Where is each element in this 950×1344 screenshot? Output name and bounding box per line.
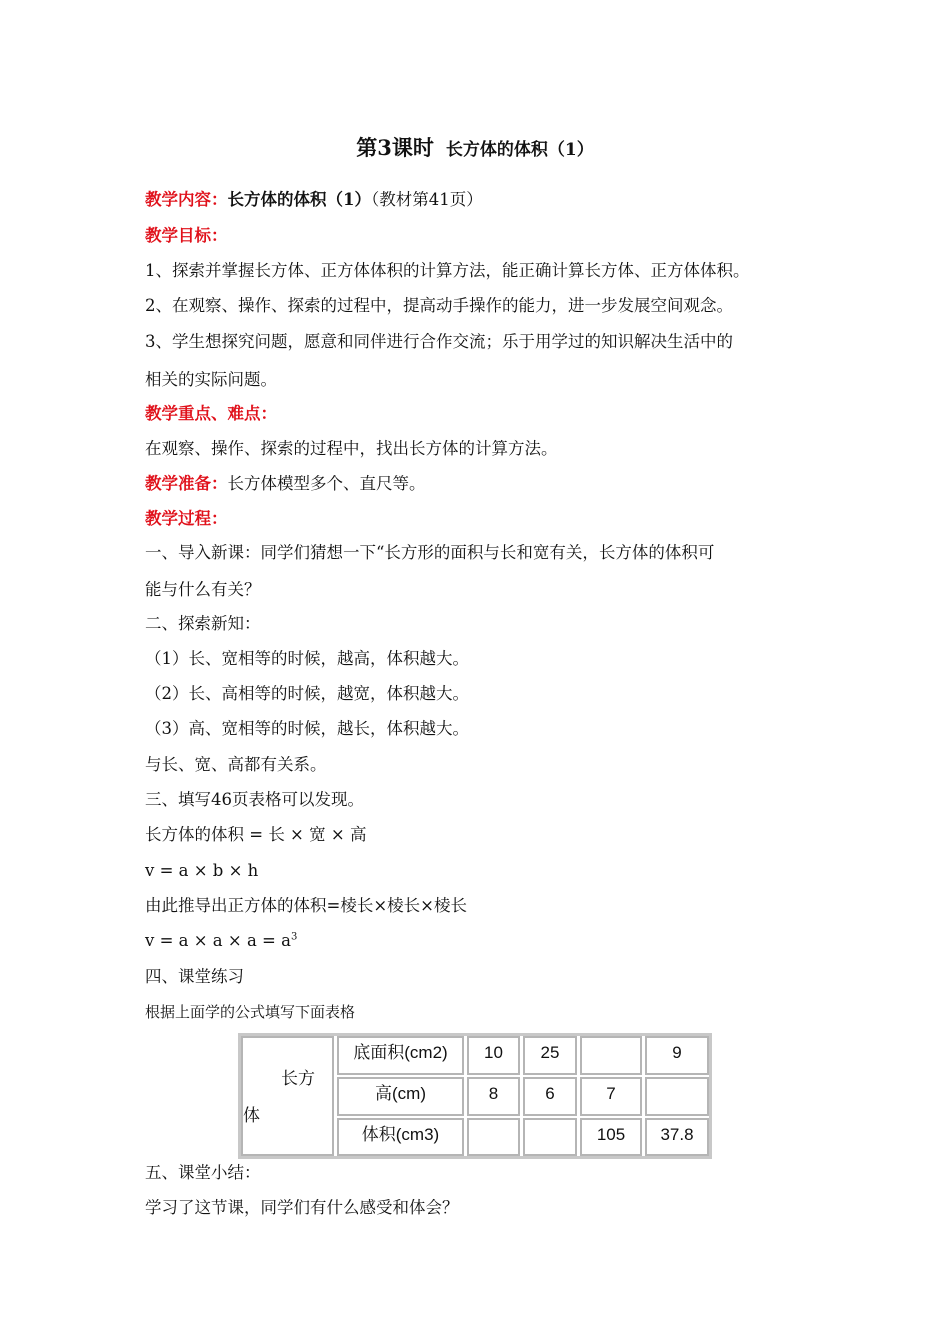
title-main: 第3课时	[356, 135, 434, 160]
table-cell	[523, 1118, 577, 1156]
content-line	[145, 188, 483, 212]
content-topic: 长方体的体积（1）	[227, 190, 371, 209]
row-header-a: 长方	[281, 1069, 315, 1088]
table-row-label: 高(cm)	[337, 1077, 464, 1116]
table-cell: 6	[523, 1077, 577, 1116]
table-cell: 37.8	[645, 1118, 709, 1156]
summary-heading: 五、课堂小结：	[145, 1163, 261, 1182]
goals-label: 教学目标：	[145, 226, 228, 245]
table-cell	[580, 1036, 642, 1075]
process-line-7: 与长、宽、高都有关系。	[145, 755, 327, 774]
prep-text: 长方体模型多个、直尺等。	[227, 474, 426, 493]
table-cell: 9	[645, 1036, 709, 1075]
prep-line	[145, 472, 426, 496]
volume-formula: 长方体的体积 = 长 × 宽 × 高	[145, 825, 367, 844]
practice-table	[238, 1033, 712, 1159]
goal-item-3: 3、学生想探究问题，愿意和同伴进行合作交流；乐于用学过的知识解决生活中的	[145, 332, 733, 351]
page-title	[0, 133, 950, 165]
cube-formula	[145, 929, 297, 953]
practice-heading: 四、课堂练习	[145, 967, 244, 986]
goal-item-1: 1、探索并掌握长方体、正方体体积的计算方法，能正确计算长方体、正方体体积。	[145, 261, 750, 280]
table-cell	[467, 1118, 520, 1156]
row-header-b: 体	[243, 1106, 260, 1125]
prep-label: 教学准备：	[145, 474, 228, 493]
table-cell	[645, 1077, 709, 1116]
table-cell: 10	[467, 1036, 520, 1075]
practice-note: 根据上面学的公式填写下面表格	[145, 1003, 356, 1021]
cube-formula-text: v = a × a × a = a	[145, 931, 291, 950]
table-cell: 7	[580, 1077, 642, 1116]
key-label: 教学重点、难点：	[145, 404, 277, 423]
content-ref: （教材第41页）	[370, 190, 483, 209]
key-text: 在观察、操作、探索的过程中，找出长方体的计算方法。	[145, 439, 558, 458]
goal-item-2: 2、在观察、操作、探索的过程中，提高动手操作的能力，进一步发展空间观念。	[145, 296, 733, 315]
process-line-5: （2）长、高相等的时候，越宽，体积越大。	[145, 684, 469, 703]
process-line-1: 一、导入新课：同学们猜想一下“长方形的面积与长和宽有关，长方体的体积可	[145, 543, 715, 562]
goal-item-3-cont: 相关的实际问题。	[145, 370, 277, 389]
process-line-4: （1）长、宽相等的时候，越高，体积越大。	[145, 649, 469, 668]
process-line-2: 能与什么有关？	[145, 580, 261, 599]
table-cell: 25	[523, 1036, 577, 1075]
content-label: 教学内容：	[145, 190, 228, 209]
process-line-6: （3）高、宽相等的时候，越长，体积越大。	[145, 719, 469, 738]
cube-derivation: 由此推导出正方体的体积=棱长×棱长×棱长	[145, 896, 467, 915]
table-cell: 105	[580, 1118, 642, 1156]
row-header-cell	[241, 1036, 334, 1156]
cube-formula-exponent: 3	[290, 931, 298, 943]
process-label: 教学过程：	[145, 509, 228, 528]
process-line-8: 三、填写46页表格可以发现。	[145, 790, 364, 809]
table-cell: 8	[467, 1077, 520, 1116]
table-row-label: 体积(cm3)	[337, 1118, 464, 1156]
title-sub: 长方体的体积（1）	[445, 140, 594, 160]
table-row-label: 底面积(cm2)	[337, 1036, 464, 1075]
summary-text: 学习了这节课，同学们有什么感受和体会？	[145, 1198, 459, 1217]
volume-formula-letters: v = a × b × h	[145, 861, 259, 880]
process-line-3: 二、探索新知：	[145, 614, 261, 633]
